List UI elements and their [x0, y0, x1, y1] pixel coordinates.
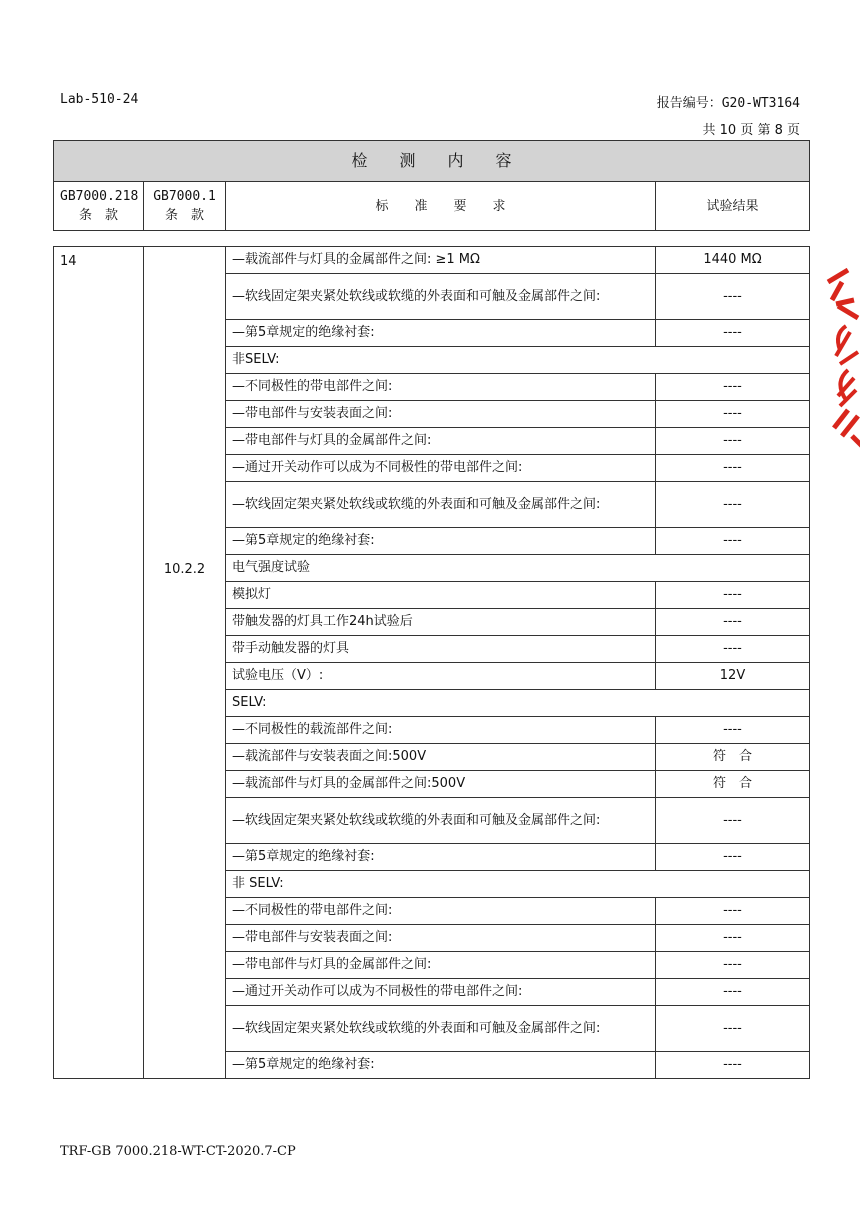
requirement-text: —不同极性的带电部件之间: [226, 898, 656, 925]
requirement-text: —软线固定架夹紧处软线或软缆的外表面和可触及金属部件之间: [226, 798, 656, 844]
result-value: 符 合 [656, 771, 810, 798]
requirement-text: —软线固定架夹紧处软线或软缆的外表面和可触及金属部件之间: [226, 274, 656, 320]
clause-gb7000-218: 14 [54, 247, 144, 1079]
requirement-text: —第5章规定的绝缘衬套: [226, 844, 656, 871]
requirement-text: —载流部件与灯具的金属部件之间: ≥1 MΩ [226, 247, 656, 274]
result-value: ---- [656, 952, 810, 979]
clause-gb7000-1: 10.2.2 [163, 562, 206, 577]
requirement-text: —带电部件与安装表面之间: [226, 401, 656, 428]
requirement-text: —通过开关动作可以成为不同极性的带电部件之间: [226, 979, 656, 1006]
col-header-gb7000-1-std: GB7000.1 [153, 189, 216, 204]
requirement-text: 非 SELV: [226, 871, 810, 898]
result-value: ---- [656, 374, 810, 401]
result-value: ---- [656, 844, 810, 871]
result-value: ---- [656, 925, 810, 952]
result-value: ---- [656, 898, 810, 925]
requirement-text: 非SELV: [226, 347, 810, 374]
requirement-text: —第5章规定的绝缘衬套: [226, 320, 656, 347]
col-header-gb7000-1-clause: 条 款 [164, 208, 204, 223]
col-header-requirements: 标 准 要 求 [226, 182, 656, 231]
requirement-text: —不同极性的载流部件之间: [226, 717, 656, 744]
seal-mark [828, 270, 860, 446]
result-value: ---- [656, 428, 810, 455]
form-footer-code: TRF-GB 7000.218-WT-CT-2020.7-CP [60, 1144, 296, 1159]
col-header-gb7000-218 [54, 182, 144, 231]
col-header-gb7000-1 [144, 182, 226, 231]
result-value: ---- [656, 482, 810, 528]
requirement-text: 带触发器的灯具工作24h试验后 [226, 609, 656, 636]
result-value: ---- [656, 320, 810, 347]
result-value: ---- [656, 798, 810, 844]
result-value: ---- [656, 274, 810, 320]
result-value: ---- [656, 609, 810, 636]
result-value: ---- [656, 1006, 810, 1052]
requirement-text: —第5章规定的绝缘衬套: [226, 1052, 656, 1079]
result-value: 1440 MΩ [656, 247, 810, 274]
requirement-text: 带手动触发器的灯具 [226, 636, 656, 663]
requirement-text: —第5章规定的绝缘衬套: [226, 528, 656, 555]
requirement-text: —软线固定架夹紧处软线或软缆的外表面和可触及金属部件之间: [226, 482, 656, 528]
lab-id: Lab-510-24 [60, 92, 139, 107]
result-value: ---- [656, 717, 810, 744]
requirement-text: —带电部件与安装表面之间: [226, 925, 656, 952]
requirement-text: —载流部件与安装表面之间:500V [226, 744, 656, 771]
requirement-text: —载流部件与灯具的金属部件之间:500V [226, 771, 656, 798]
requirement-text: —带电部件与灯具的金属部件之间: [226, 428, 656, 455]
result-value: ---- [656, 401, 810, 428]
col-header-results: 试验结果 [656, 182, 810, 231]
requirement-text: —通过开关动作可以成为不同极性的带电部件之间: [226, 455, 656, 482]
result-value: ---- [656, 1052, 810, 1079]
requirement-text: SELV: [226, 690, 810, 717]
result-value: ---- [656, 636, 810, 663]
requirement-text: 电气强度试验 [226, 555, 810, 582]
table-row [54, 247, 810, 274]
test-content-header-table [53, 140, 810, 231]
result-value: ---- [656, 979, 810, 1006]
result-value: 符 合 [656, 744, 810, 771]
clause-spacer [150, 253, 219, 561]
result-value: ---- [656, 582, 810, 609]
result-value: ---- [656, 528, 810, 555]
table-title: 检 测 内 容 [54, 141, 810, 182]
requirement-text: 试验电压（V）: [226, 663, 656, 690]
requirement-text: —带电部件与灯具的金属部件之间: [226, 952, 656, 979]
col-header-gb7000-218-std: GB7000.218 [60, 189, 139, 204]
col-header-gb7000-218-clause: 条 款 [78, 208, 118, 223]
requirement-text: 模拟灯 [226, 582, 656, 609]
requirement-text: —软线固定架夹紧处软线或软缆的外表面和可触及金属部件之间: [226, 1006, 656, 1052]
result-value: ---- [656, 455, 810, 482]
clause-gb7000-1-column [144, 247, 226, 1079]
red-seal-stamp [818, 260, 860, 450]
requirement-text: —不同极性的带电部件之间: [226, 374, 656, 401]
report-number: 报告编号：G20-WT3164 [656, 96, 800, 111]
result-value: 12V [656, 663, 810, 690]
page-count: 共 10 页 第 8 页 [702, 123, 800, 138]
test-content-table [53, 246, 810, 1079]
